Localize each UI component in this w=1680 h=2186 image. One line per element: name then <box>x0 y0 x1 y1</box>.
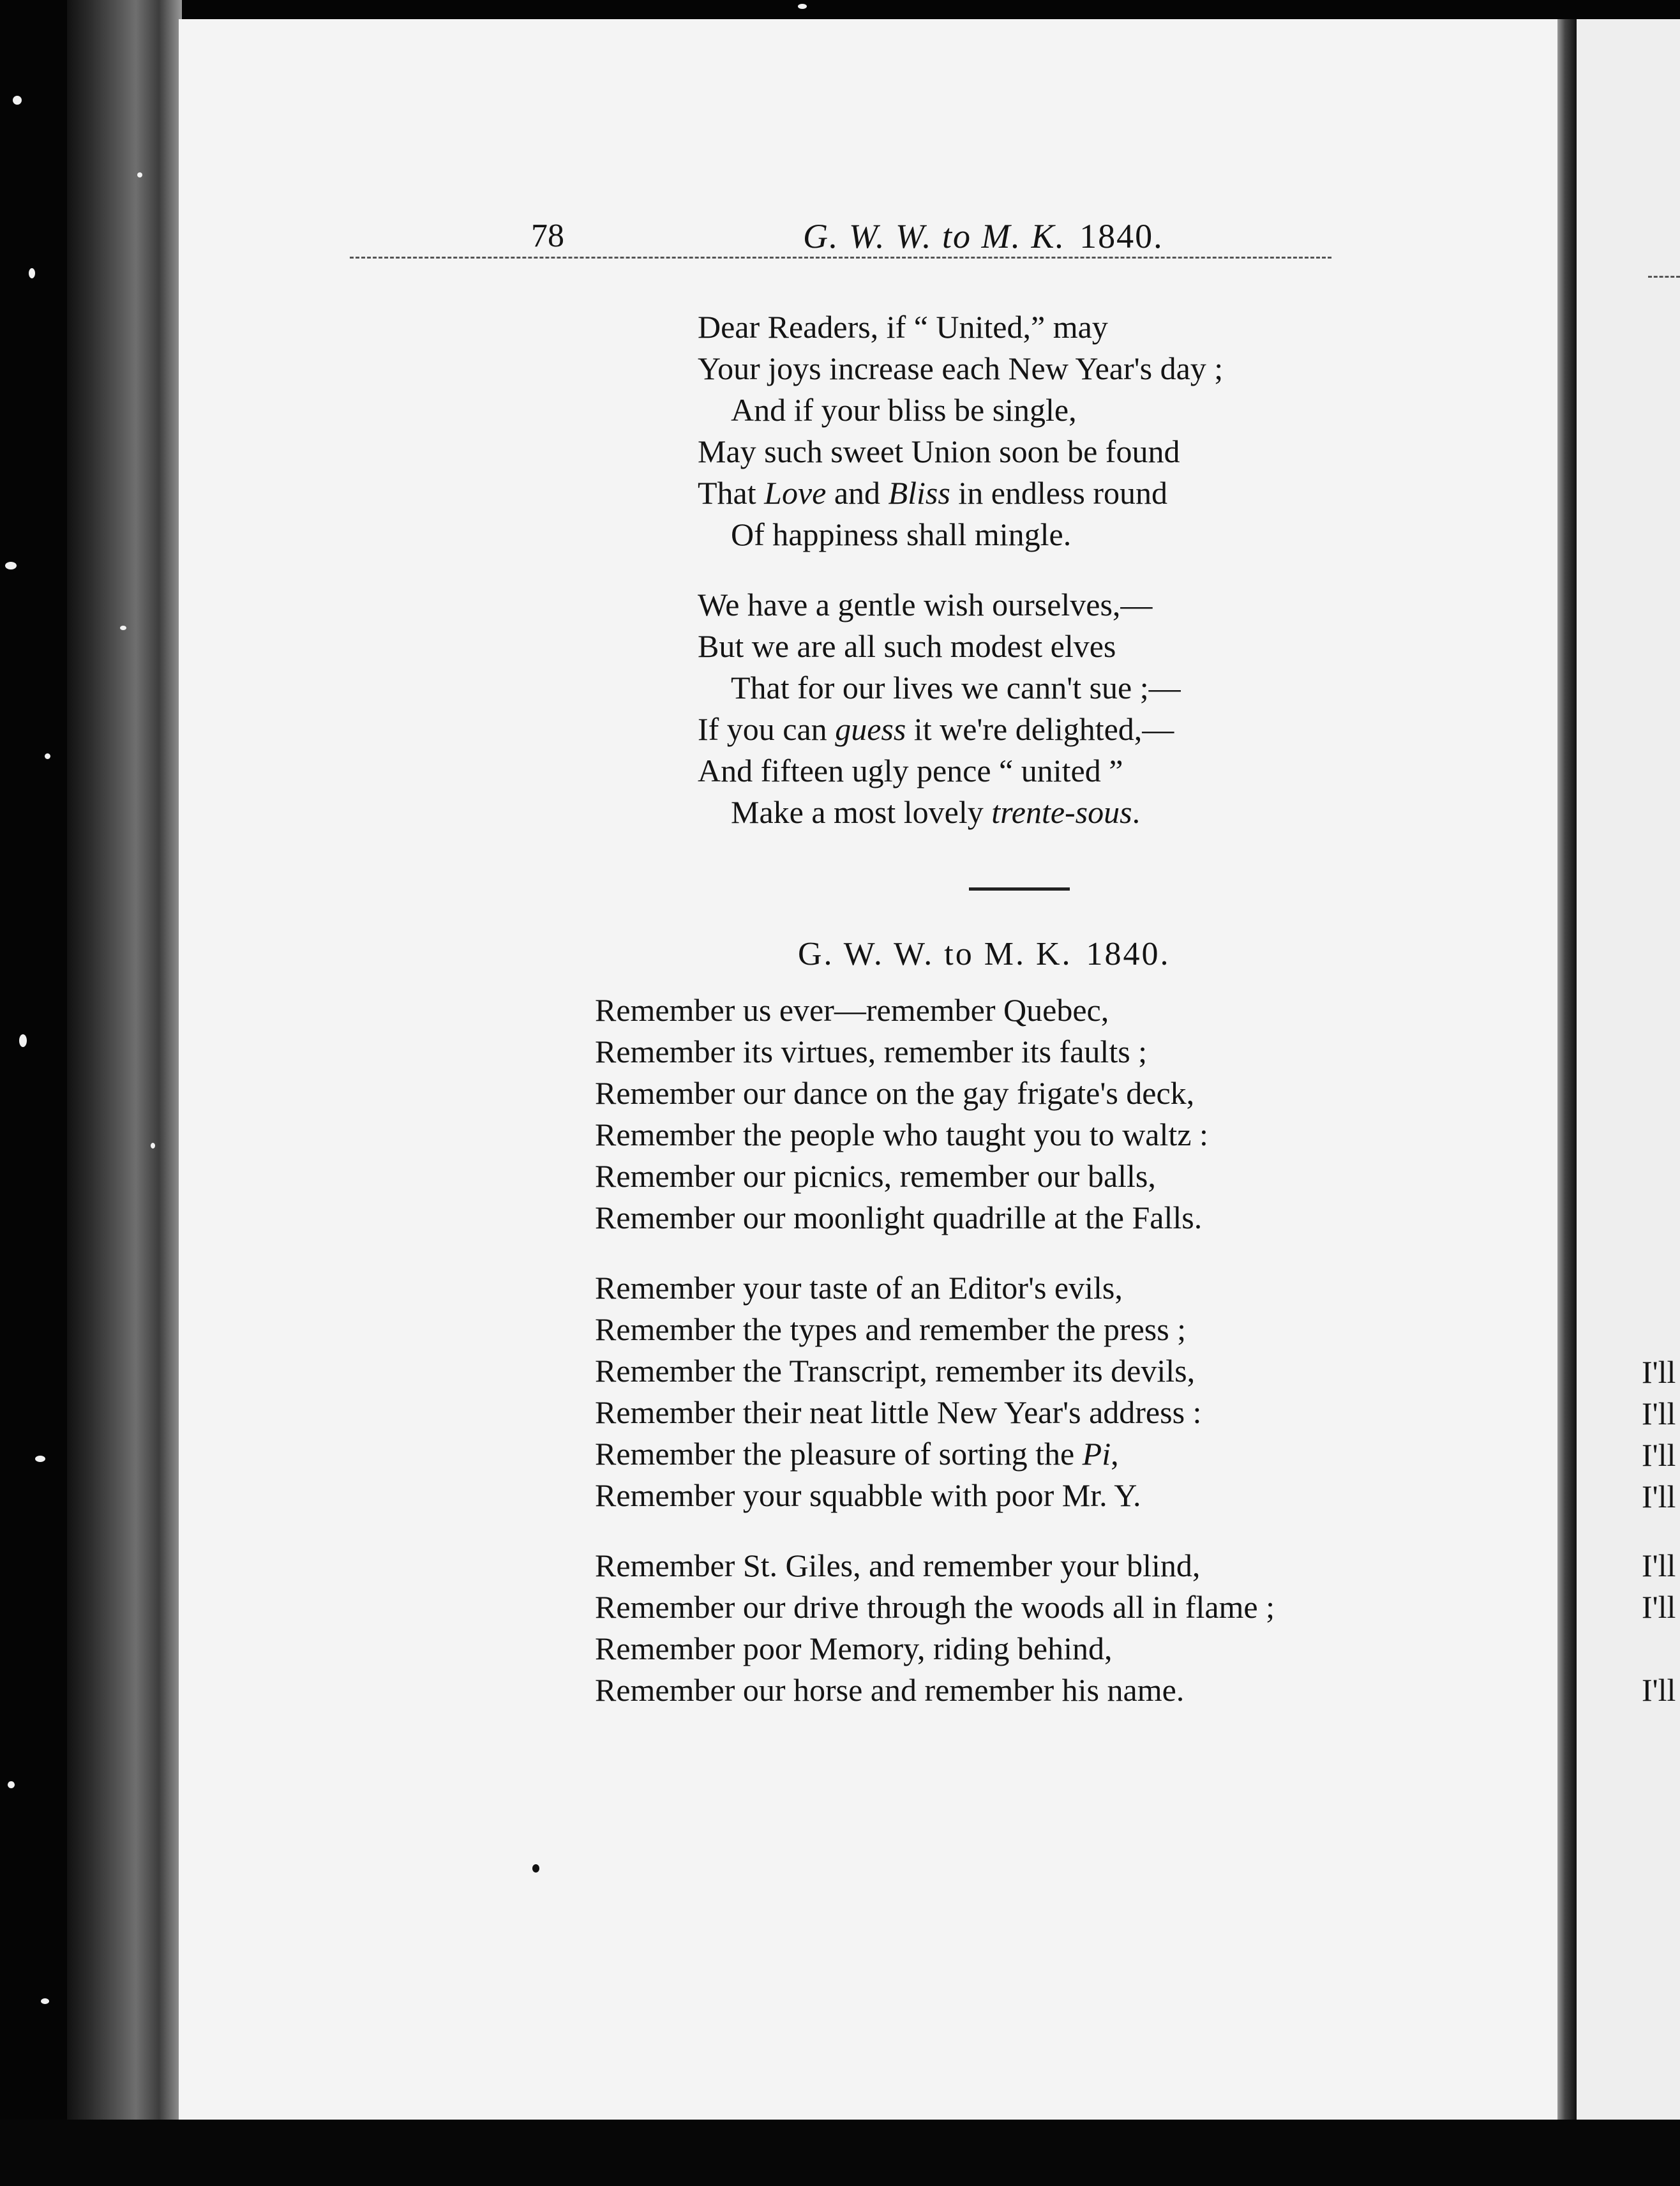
poem-line: Remember the types and remember the press ; <box>595 1311 1187 1347</box>
facing-page-word: I'll <box>1642 1354 1676 1390</box>
dust-speck <box>5 562 17 569</box>
poem-line: If you can guess it we're delighted,— <box>698 711 1174 747</box>
ink-speck <box>532 1864 539 1873</box>
poem-line: But we are all such modest elves <box>698 628 1116 664</box>
poem-line: Remember our dance on the gay frigate's deck, <box>595 1075 1195 1111</box>
book-gutter <box>1557 19 1577 2120</box>
dust-speck <box>8 1781 15 1788</box>
poem-2-title <box>798 933 1171 975</box>
poem-2-stanza-3 <box>595 1545 1275 1711</box>
poem-2-stanza-2 <box>595 1267 1201 1516</box>
poem-line: Remember their neat little New Year's address : <box>595 1394 1202 1430</box>
facing-page-word: I'll <box>1642 1548 1676 1583</box>
page-header <box>179 211 1557 262</box>
poem-line: Remember the people who taught you to waltz : <box>595 1117 1208 1152</box>
poem-line: That for our lives we cann't sue ;— <box>731 670 1181 705</box>
poem-line: Remember your taste of an Editor's evils, <box>595 1270 1123 1306</box>
poem-line: May such sweet Union soon be found <box>698 433 1180 469</box>
poem-line: Remember our drive through the woods all in flame ; <box>595 1589 1275 1625</box>
poem-line: Remember your squabble with poor Mr. Y. <box>595 1477 1141 1513</box>
poem-line: Remember us ever—remember Quebec, <box>595 992 1109 1028</box>
dust-speck <box>137 172 142 177</box>
dust-speck <box>798 4 807 9</box>
dust-speck <box>41 1998 49 2004</box>
poem-line: Remember our moonlight quadrille at the Falls. <box>595 1200 1203 1235</box>
poem-line: We have a gentle wish ourselves,— <box>698 587 1153 622</box>
dust-speck <box>120 626 126 630</box>
running-head-text: G. W. W. to M. K. <box>803 217 1066 255</box>
poem-2-title-year: 1840. <box>1086 936 1171 972</box>
poem-line: Dear Readers, if “ United,” may <box>698 309 1108 345</box>
poem-line: Remember St. Giles, and remember your blind, <box>595 1548 1201 1583</box>
dust-speck <box>13 96 22 105</box>
facing-page-word: I'll <box>1642 1437 1676 1473</box>
facing-page-word: I'll <box>1642 1479 1676 1514</box>
facing-page-word: I'll <box>1642 1396 1676 1431</box>
poem-line: Remember our picnics, remember our balls, <box>595 1158 1156 1194</box>
running-head <box>803 211 1164 262</box>
dust-speck <box>151 1143 155 1149</box>
facing-page-header-rule <box>1648 276 1680 278</box>
header-rule <box>350 257 1331 259</box>
book-page-edges <box>67 0 182 2126</box>
facing-page-word: I'll <box>1642 1672 1676 1708</box>
poem-line: Your joys increase each New Year's day ; <box>698 351 1224 386</box>
poem-line: Remember its virtues, remember its faults ; <box>595 1034 1148 1069</box>
poem-1-stanza-2 <box>698 584 1181 833</box>
page-number: 78 <box>531 218 564 254</box>
poem-line: And fifteen ugly pence “ united ” <box>698 753 1123 788</box>
running-head-year: 1840. <box>1079 217 1164 255</box>
poem-2-title-text: G. W. W. to M. K. <box>798 936 1072 972</box>
poem-line: Make a most lovely trente-sous. <box>731 794 1141 830</box>
poem-1-stanza-1 <box>698 306 1223 555</box>
facing-page-fragment <box>1577 19 1680 2120</box>
facing-page-word: I'll <box>1642 1589 1676 1625</box>
dust-speck <box>29 268 35 278</box>
section-divider <box>969 887 1070 891</box>
poem-2-stanza-1 <box>595 990 1208 1239</box>
poem-line: And if your bliss be single, <box>731 392 1077 428</box>
dust-speck <box>19 1034 27 1047</box>
dust-speck <box>35 1456 45 1462</box>
poem-line: Remember the Transcript, remember its devils, <box>595 1353 1196 1389</box>
poem-line: Remember the pleasure of sorting the Pi, <box>595 1436 1119 1472</box>
poem-line: That Love and Bliss in endless round <box>698 475 1168 511</box>
poem-line: Remember poor Memory, riding behind, <box>595 1631 1113 1666</box>
scan-border-bottom <box>0 2120 1680 2186</box>
dust-speck <box>45 753 50 759</box>
poem-line: Of happiness shall mingle. <box>731 516 1072 552</box>
poem-line: Remember our horse and remember his name. <box>595 1672 1185 1708</box>
